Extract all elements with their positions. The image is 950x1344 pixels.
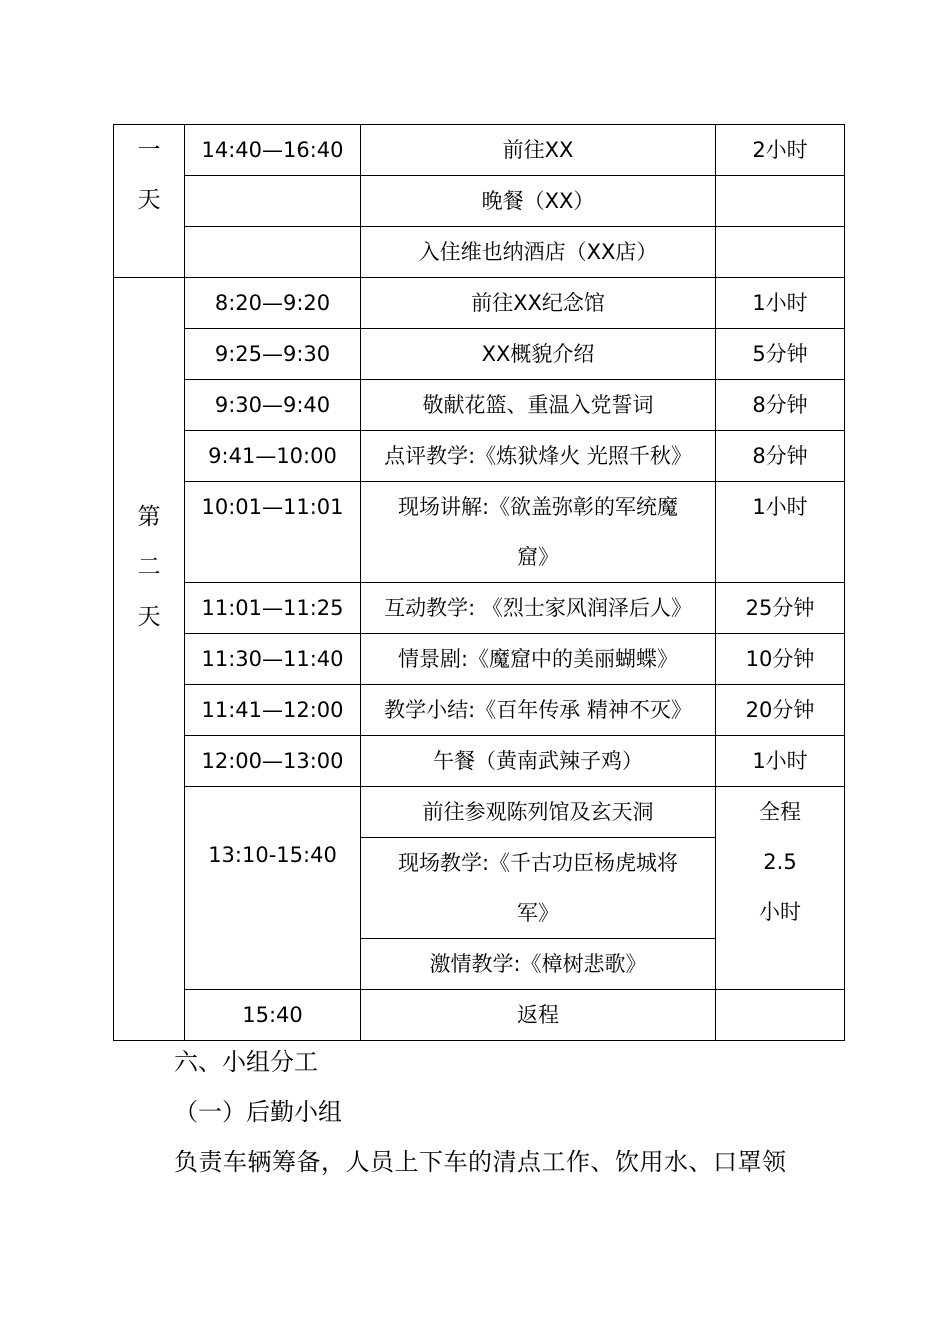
table-row [114, 380, 845, 431]
activity-line: 现场讲解:《欲盖弥彰的军统魔 [397, 495, 679, 519]
day-two-cell [114, 278, 185, 1041]
time-cell: 12:00—13:00 [185, 736, 361, 787]
activity-cell: 点评教学:《炼狱烽火 光照千秋》 [361, 431, 716, 482]
day-one-cell [114, 125, 185, 278]
duration-cell: 5分钟 [716, 329, 845, 380]
table-row [114, 583, 845, 634]
activity-cell: 返程 [361, 990, 716, 1041]
duration-cell: 10分钟 [716, 634, 845, 685]
section-heading: 六、小组分工 [174, 1048, 318, 1076]
activity-cell: 前往XX纪念馆 [361, 278, 716, 329]
table-row [114, 431, 845, 482]
table-row [114, 482, 845, 583]
duration-cell: 25分钟 [716, 583, 845, 634]
activity-cell: 午餐（黄南武辣子鸡） [361, 736, 716, 787]
duration-line: 小时 [759, 900, 801, 924]
time-cell: 11:01—11:25 [185, 583, 361, 634]
duration-line: 全程 [759, 800, 801, 824]
table-row [114, 634, 845, 685]
table-row [114, 176, 845, 227]
activity-cell: 敬献花篮、重温入党誓词 [361, 380, 716, 431]
time-cell [185, 176, 361, 227]
activity-cell: 入住维也纳酒店（XX店） [361, 227, 716, 278]
day-char: 天 [137, 604, 161, 630]
activity-line: 军》 [517, 901, 559, 925]
time-cell: 11:30—11:40 [185, 634, 361, 685]
time-cell: 11:41—12:00 [185, 685, 361, 736]
activity-cell: 晚餐（XX） [361, 176, 716, 227]
day-char: 天 [137, 187, 161, 213]
duration-line: 2.5 [763, 850, 797, 874]
schedule-table [113, 124, 845, 1041]
duration-total-cell [716, 787, 845, 990]
activity-cell: 激情教学:《樟树悲歌》 [361, 939, 716, 990]
table-row [114, 990, 845, 1041]
time-cell: 15:40 [185, 990, 361, 1041]
activity-cell: 互动教学: 《烈士家风润泽后人》 [361, 583, 716, 634]
duration-cell [716, 227, 845, 278]
subsection-heading: （一）后勤小组 [174, 1098, 342, 1126]
activity-line: 现场教学:《千古功臣杨虎城将 [397, 851, 679, 875]
duration-cell: 2小时 [716, 125, 845, 176]
duration-cell: 1小时 [716, 278, 845, 329]
duration-cell: 8分钟 [716, 380, 845, 431]
activity-line: 窟》 [517, 545, 559, 569]
activity-cell: 教学小结:《百年传承 精神不灭》 [361, 685, 716, 736]
duration-cell: 20分钟 [716, 685, 845, 736]
time-cell [185, 227, 361, 278]
duration-cell: 1小时 [716, 736, 845, 787]
table-row [114, 278, 845, 329]
table-row [114, 736, 845, 787]
time-cell: 9:41—10:00 [185, 431, 361, 482]
time-cell: 9:25—9:30 [185, 329, 361, 380]
time-cell: 14:40—16:40 [185, 125, 361, 176]
day-char: 一 [137, 137, 161, 163]
activity-cell: 前往参观陈列馆及玄天洞 [361, 787, 716, 838]
time-cell: 9:30—9:40 [185, 380, 361, 431]
table-row [114, 787, 845, 838]
activity-cell [361, 482, 716, 583]
activity-cell [361, 838, 716, 939]
table-row [114, 329, 845, 380]
time-cell: 10:01—11:01 [185, 482, 361, 583]
table-row [114, 125, 845, 176]
table-row [114, 685, 845, 736]
activity-cell: 前往XX [361, 125, 716, 176]
table-row [114, 227, 845, 278]
duration-cell: 8分钟 [716, 431, 845, 482]
activity-cell: XX概貌介绍 [361, 329, 716, 380]
duration-cell [716, 176, 845, 227]
duration-cell [716, 990, 845, 1041]
activity-cell: 情景剧:《魔窟中的美丽蝴蝶》 [361, 634, 716, 685]
time-cell: 13:10-15:40 [185, 787, 361, 990]
duration-cell: 1小时 [716, 482, 845, 583]
body-paragraph: 负责车辆筹备，人员上下车的清点工作、饮用水、口罩领 [174, 1148, 787, 1176]
day-char: 二 [137, 554, 161, 580]
day-char: 第 [137, 504, 161, 530]
time-cell: 8:20—9:20 [185, 278, 361, 329]
